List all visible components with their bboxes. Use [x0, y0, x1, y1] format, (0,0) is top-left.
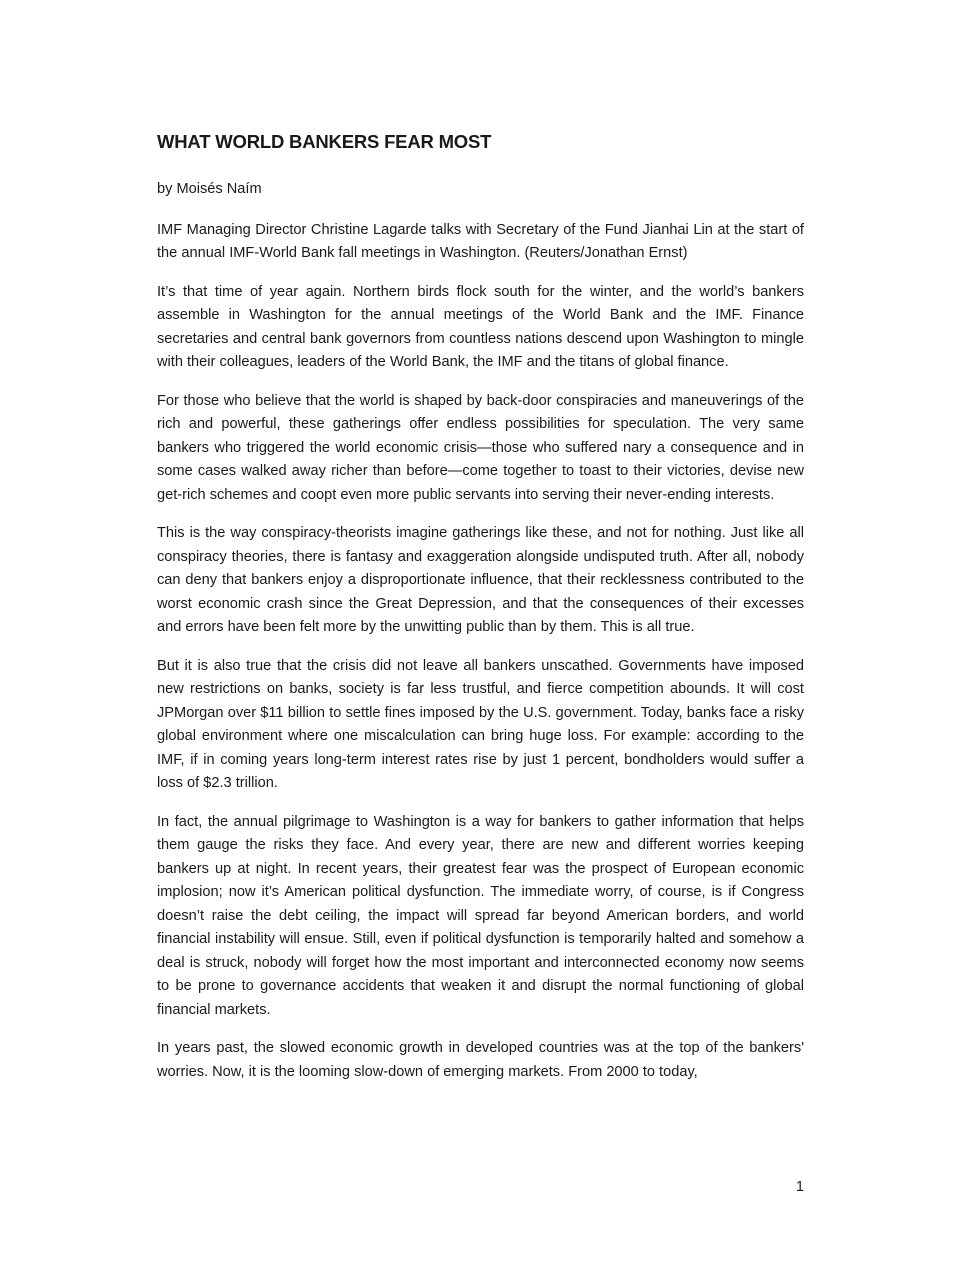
body-paragraph: It’s that time of year again. Northern birds flock south for the winter, and the world’s bankers assemble in Washington for the annual meetings of the World Bank and the IMF. Finance secretaries and central bank governors from countless nations descend upon Washington to mingle with their colleagues, leaders of the World Bank, the IMF and the titans of global finance. — [157, 283, 804, 370]
article-title: WHAT WORLD BANKERS FEAR MOST — [157, 131, 492, 152]
document-page — [157, 128, 804, 1099]
page-number: 1 — [795, 1179, 804, 1195]
author-byline: by Moisés Naím — [157, 181, 262, 197]
body-paragraph: But it is also true that the crisis did not leave all bankers unscathed. Governments have imposed new restrictions on banks, society is far less trustful, and fierce competition abounds. It will cost JPMorgan over $11 billion to settle fines imposed by the U.S. government. Today, banks face a risky global environment where one miscalculation can bring huge loss. For example: according to the IMF, if in coming years long-term interest rates rise by just 1 percent, bondholders would suffer a loss of $2.3 trillion. — [157, 657, 804, 791]
body-paragraph: For those who believe that the world is shaped by back-door conspiracies and maneuverings of the rich and powerful, these gatherings offer endless possibilities for speculation. The very same bankers who triggered the world economic crisis—those who suffered nary a consequence and in some cases walked away richer than before—come together to toast to their victories, devise new get-rich schemes and coopt even more public servants into serving their never-ending interests. — [157, 392, 804, 503]
body-paragraph: In years past, the slowed economic growth in developed countries was at the top of the bankers' worries. Now, it is the looming slow-down of emerging markets. From 2000 to today, — [157, 1040, 804, 1080]
photo-caption-paragraph: IMF Managing Director Christine Lagarde talks with Secretary of the Fund Jianhai Lin at the start of the annual IMF-World Bank fall meetings in Washington. (Reuters/Jonathan Ernst) — [157, 221, 804, 261]
body-paragraph: In fact, the annual pilgrimage to Washington is a way for bankers to gather information that helps them gauge the risks they face. And every year, there are new and different worries keeping bankers up at night. In recent years, their greatest fear was the prospect of European economic implosion; now it’s American political dysfunction. The immediate worry, of course, is if Congress doesn’t raise the debt ceiling, the impact will spread far beyond American borders, and world financial instability will ensue. Still, even if political dysfunction is temporarily halted and somehow a deal is struck, nobody will forget how the most important and interconnected economy now seems to be prone to governance accidents that weaken it and disrupt the normal functioning of global financial markets. — [157, 813, 804, 1018]
body-paragraph: This is the way conspiracy-theorists imagine gatherings like these, and not for nothing. Just like all conspiracy theories, there is fantasy and exaggeration alongside undisputed truth. After all, nobody can deny that bankers enjoy a disproportionate influence, that their recklessness contributed to the worst economic crash since the Great Depression, and that the consequences of their excesses and errors have been felt more by the unwitting public than by them. This is all true. — [157, 525, 804, 635]
